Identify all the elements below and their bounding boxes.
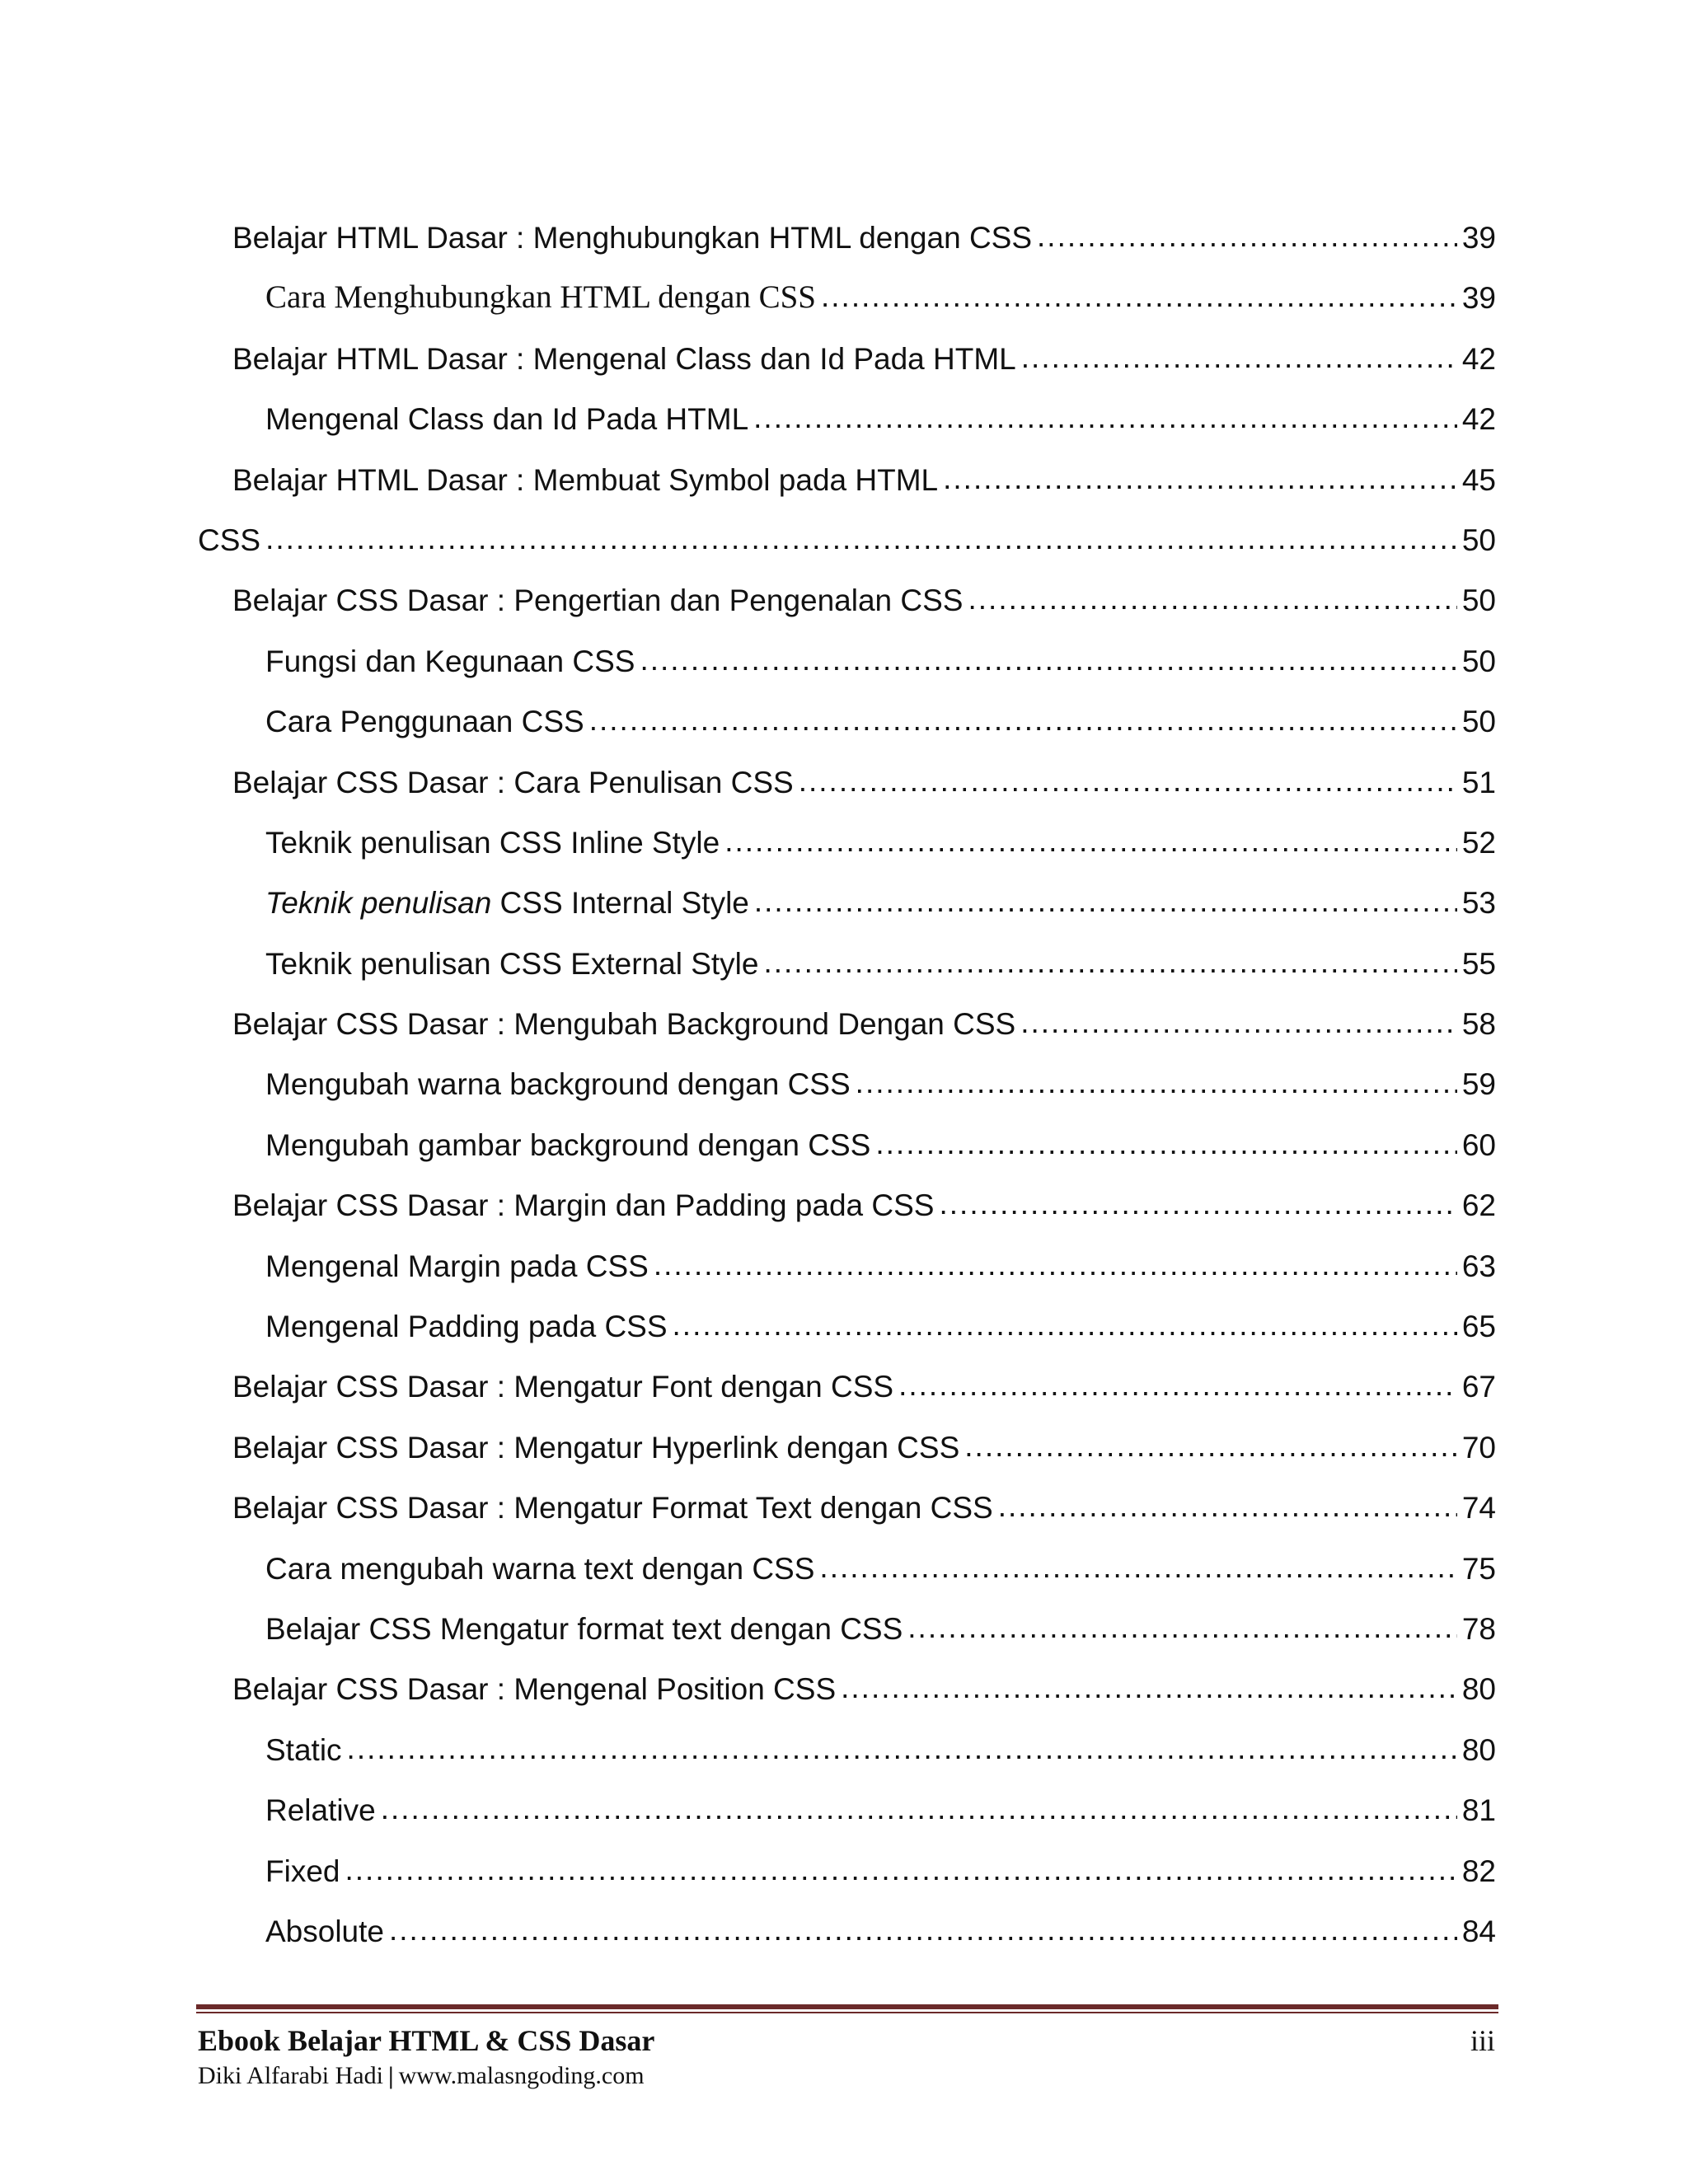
- toc-page-number: 50: [1461, 523, 1496, 557]
- toc-dot-leader: [381, 1791, 1457, 1827]
- toc-entry-title: Belajar CSS Dasar : Mengenal Position CSS: [232, 1672, 837, 1707]
- toc-entry-title: CSS: [198, 523, 261, 557]
- toc-entry[interactable]: [198, 1527, 1496, 1587]
- toc-entry[interactable]: [198, 861, 1496, 921]
- toc-entry[interactable]: [198, 559, 1496, 619]
- toc-entry[interactable]: [198, 1406, 1496, 1466]
- toc-entry[interactable]: [198, 620, 1496, 680]
- toc-dot-leader: [856, 1065, 1457, 1101]
- toc-entry[interactable]: [198, 499, 1496, 559]
- toc-entry-title: Fungsi dan Kegunaan CSS: [265, 644, 635, 678]
- toc-entry-title: Cara mengubah warna text dengan CSS: [265, 1551, 815, 1586]
- toc-entry-title: Belajar CSS Dasar : Mengatur Hyperlink dengan CSS: [232, 1430, 960, 1465]
- toc-page-number: 55: [1461, 946, 1496, 981]
- toc-entry[interactable]: [198, 1043, 1496, 1103]
- toc-page-number: 58: [1461, 1007, 1496, 1042]
- toc-dot-leader: [821, 279, 1457, 315]
- toc-page-number: 82: [1461, 1854, 1496, 1888]
- toc-page-number: 60: [1461, 1127, 1496, 1162]
- toc-entry-title: Belajar HTML Dasar : Membuat Symbol pada HTML: [232, 462, 939, 497]
- toc-page-number: 65: [1461, 1310, 1496, 1344]
- toc-entry-title: Mengubah warna background dengan CSS: [265, 1067, 851, 1102]
- toc-dot-leader: [763, 944, 1456, 981]
- toc-entry[interactable]: [198, 680, 1496, 740]
- toc-page-number: 75: [1461, 1551, 1496, 1586]
- toc-dot-leader: [673, 1307, 1457, 1343]
- toc-dot-leader: [907, 1610, 1457, 1646]
- toc-entry[interactable]: [198, 1104, 1496, 1164]
- toc-page-number: 42: [1461, 402, 1496, 437]
- toc-entry-title: Belajar CSS Dasar : Pengertian dan Pengenalan CSS: [232, 583, 964, 618]
- toc-dot-leader: [347, 1731, 1457, 1767]
- toc-entry-title: Static: [265, 1732, 342, 1767]
- toc-entry[interactable]: [198, 801, 1496, 861]
- footer-author: Diki Alfarabi Hadi: [198, 2062, 383, 2089]
- toc-entry-title: Belajar CSS Dasar : Mengatur Font dengan CSS: [232, 1370, 894, 1404]
- toc-entry[interactable]: [198, 1164, 1496, 1224]
- toc-dot-leader: [939, 1186, 1456, 1222]
- toc-page-number: 80: [1461, 1672, 1496, 1707]
- toc-entry-title: Belajar CSS Mengatur format text dengan CSS: [265, 1611, 903, 1646]
- toc-dot-leader: [1037, 218, 1457, 255]
- table-of-contents: [198, 196, 1496, 1950]
- toc-page-number: 51: [1461, 765, 1496, 799]
- toc-entry[interactable]: [198, 982, 1496, 1043]
- toc-entry-title: Belajar CSS Dasar : Mengatur Format Text dengan CSS: [232, 1491, 993, 1526]
- toc-dot-leader: [389, 1912, 1457, 1948]
- toc-entry-title: Belajar CSS Dasar : Cara Penulisan CSS: [232, 765, 794, 799]
- toc-entry-title-italic: Teknik penulisan: [265, 886, 492, 921]
- toc-entry[interactable]: [198, 1830, 1496, 1890]
- toc-page-number: 45: [1461, 462, 1496, 497]
- toc-dot-leader: [841, 1670, 1457, 1706]
- toc-entry[interactable]: [198, 1587, 1496, 1647]
- toc-entry-title: Cara Menghubungkan HTML dengan CSS: [265, 279, 816, 315]
- toc-entry[interactable]: [198, 922, 1496, 982]
- toc-page-number: 39: [1461, 281, 1496, 316]
- footer-website[interactable]: www.malasngoding.com: [398, 2062, 645, 2089]
- toc-dot-leader: [1020, 1005, 1457, 1041]
- toc-page-number: 78: [1461, 1611, 1496, 1646]
- footer-page-number: iii: [1470, 2024, 1495, 2057]
- toc-page-number: 59: [1461, 1067, 1496, 1102]
- toc-dot-leader: [898, 1367, 1457, 1404]
- toc-entry-title: Belajar CSS Dasar : Mengubah Background Dengan CSS: [232, 1007, 1016, 1042]
- toc-page-number: 81: [1461, 1793, 1496, 1828]
- toc-page-number: 52: [1461, 825, 1496, 860]
- toc-page-number: 62: [1461, 1188, 1496, 1223]
- toc-entry[interactable]: [198, 741, 1496, 801]
- footer-rule: [196, 2004, 1498, 2009]
- toc-page-number: 63: [1461, 1249, 1496, 1283]
- toc-page-number: 50: [1461, 705, 1496, 739]
- toc-page-number: 70: [1461, 1430, 1496, 1465]
- toc-page-number: 39: [1461, 221, 1496, 255]
- toc-entry[interactable]: [198, 1769, 1496, 1829]
- toc-dot-leader: [964, 1428, 1457, 1465]
- toc-entry[interactable]: [198, 438, 1496, 499]
- toc-dot-leader: [819, 1549, 1456, 1586]
- toc-entry-title: Teknik penulisan CSS External Style: [265, 946, 759, 981]
- toc-page-number: 74: [1461, 1491, 1496, 1526]
- toc-dot-leader: [968, 581, 1456, 617]
- toc-entry-title: Mengenal Padding pada CSS: [265, 1310, 668, 1344]
- toc-entry-title: Belajar HTML Dasar : Menghubungkan HTML dengan CSS: [232, 221, 1033, 255]
- toc-entry[interactable]: [198, 196, 1496, 256]
- footer-book-title: Ebook Belajar HTML & CSS Dasar: [198, 2024, 655, 2057]
- toc-entry[interactable]: [198, 1225, 1496, 1285]
- toc-entry-title: Belajar CSS Dasar : Margin dan Padding pada CSS: [232, 1188, 935, 1223]
- toc-dot-leader: [1021, 340, 1457, 376]
- toc-dot-leader: [654, 1247, 1457, 1283]
- toc-entry[interactable]: [198, 256, 1496, 316]
- toc-page-number: 50: [1461, 644, 1496, 678]
- toc-entry-title: Cara Penggunaan CSS: [265, 705, 584, 739]
- toc-entry-title: Mengenal Margin pada CSS: [265, 1249, 649, 1283]
- toc-entry-title: Mengubah gambar background dengan CSS: [265, 1127, 871, 1162]
- toc-entry-title: Belajar HTML Dasar : Mengenal Class dan Id Pada HTML: [232, 341, 1016, 376]
- toc-entry-title: Absolute: [265, 1914, 384, 1948]
- toc-page-number: 80: [1461, 1732, 1496, 1767]
- toc-dot-leader: [640, 642, 1456, 678]
- toc-entry[interactable]: [198, 1466, 1496, 1526]
- toc-page-number: 67: [1461, 1370, 1496, 1404]
- toc-entry[interactable]: [198, 1647, 1496, 1708]
- toc-entry[interactable]: [198, 1285, 1496, 1345]
- footer-separator: |: [387, 2062, 394, 2089]
- toc-dot-leader: [943, 461, 1457, 497]
- toc-entry-title: Mengenal Class dan Id Pada HTML: [265, 402, 749, 437]
- toc-dot-leader: [724, 823, 1457, 860]
- footer-rule-thin: [196, 2012, 1498, 2013]
- toc-dot-leader: [754, 883, 1457, 920]
- toc-dot-leader: [799, 763, 1457, 799]
- toc-dot-leader: [875, 1126, 1456, 1162]
- toc-entry[interactable]: [198, 1890, 1496, 1950]
- toc-entry[interactable]: [198, 317, 1496, 377]
- toc-entry-title: Relative: [265, 1793, 376, 1828]
- toc-page-number: 84: [1461, 1914, 1496, 1948]
- toc-entry[interactable]: [198, 377, 1496, 438]
- toc-entry-title-rest: CSS Internal Style: [491, 886, 749, 921]
- footer-author-line: [198, 2062, 645, 2090]
- toc-entry[interactable]: [198, 1345, 1496, 1405]
- toc-entry-title: Teknik penulisan CSS Inline Style: [265, 825, 720, 860]
- toc-dot-leader: [265, 521, 1457, 557]
- toc-page-number: 42: [1461, 341, 1496, 376]
- toc-entry-title: [265, 885, 749, 921]
- toc-dot-leader: [589, 702, 1457, 738]
- toc-page-number: 53: [1461, 886, 1496, 921]
- toc-dot-leader: [753, 400, 1457, 436]
- toc-entry[interactable]: [198, 1708, 1496, 1769]
- toc-dot-leader: [998, 1488, 1457, 1525]
- toc-dot-leader: [345, 1852, 1456, 1888]
- toc-entry-title: Fixed: [265, 1854, 340, 1888]
- toc-page-number: 50: [1461, 583, 1496, 618]
